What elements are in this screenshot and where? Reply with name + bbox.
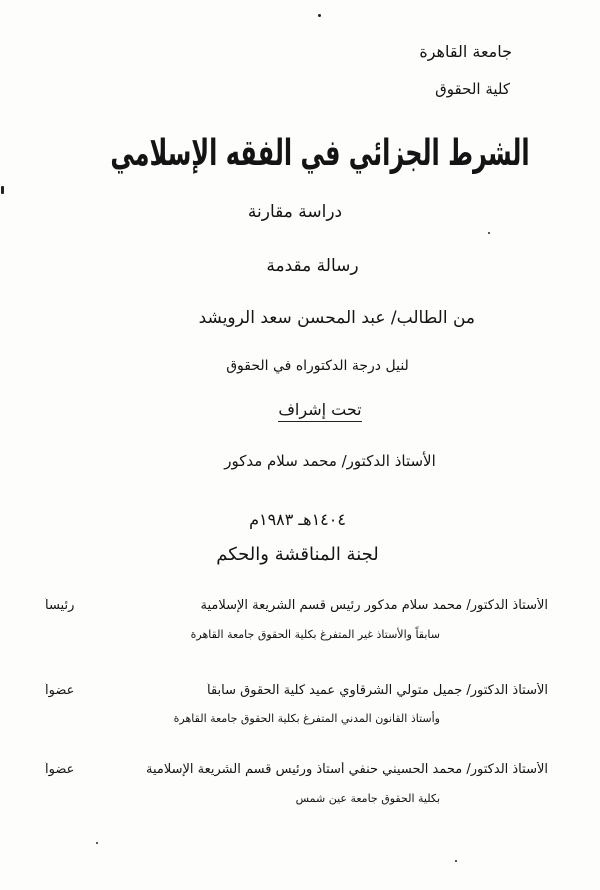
member-role: عضواً — [45, 762, 75, 777]
member-name-title: الأستاذ الدكتور/ جميل متولي الشرقاوي عميد كلية الحقوق سابقاً — [207, 683, 548, 698]
scan-speck — [488, 232, 490, 234]
committee-member-3 — [45, 762, 548, 777]
supervision-label — [250, 400, 390, 419]
committee-member-2 — [45, 683, 548, 698]
member-affiliation: وأستاذ القانون المدني المتفرغ بكلية الحقوق جامعة القاهرة — [173, 712, 440, 725]
thesis-title: الشرط الجزائي في الفقه الإسلامي — [110, 132, 530, 174]
member-role: عضواً — [45, 683, 75, 698]
committee-member-1 — [45, 598, 548, 613]
submission-date: ١٤٠٤هـ ١٩٨٣م — [249, 510, 346, 529]
student-name: من الطالب/ عبد المحسن سعد الرويشد — [198, 308, 475, 328]
member-affiliation: سابقاً والأستاذ غير المتفرغ بكلية الحقوق جامعة القاهرة — [190, 628, 440, 641]
scan-speck — [455, 860, 457, 862]
member-affiliation: بكلية الحقوق جامعة عين شمس — [295, 792, 440, 805]
university-name: جامعة القاهرة — [419, 42, 512, 61]
committee-heading: لجنة المناقشة والحكم — [216, 544, 379, 565]
thesis-subtitle: دراسة مقارنة — [247, 202, 343, 222]
scan-speck — [1, 186, 4, 194]
supervision-label-text: تحت إشراف — [278, 400, 361, 422]
submission-label: رسالة مقدمة — [266, 256, 359, 276]
scan-speck — [318, 14, 321, 17]
scan-speck — [96, 842, 98, 844]
supervisor-name: الأستاذ الدكتور/ محمد سلام مدكور — [224, 452, 436, 470]
member-role: رئيساً — [45, 598, 75, 613]
faculty-name: كلية الحقوق — [435, 80, 510, 98]
member-name-title: الأستاذ الدكتور/ محمد سلام مدكور رئيس قسم الشريعة الإسلامية — [200, 598, 548, 613]
degree-statement: لنيل درجة الدكتوراه في الحقوق — [226, 358, 409, 374]
member-name-title: الأستاذ الدكتور/ محمد الحسيني حنفي أستاذ ورئيس قسم الشريعة الإسلامية — [145, 762, 548, 777]
